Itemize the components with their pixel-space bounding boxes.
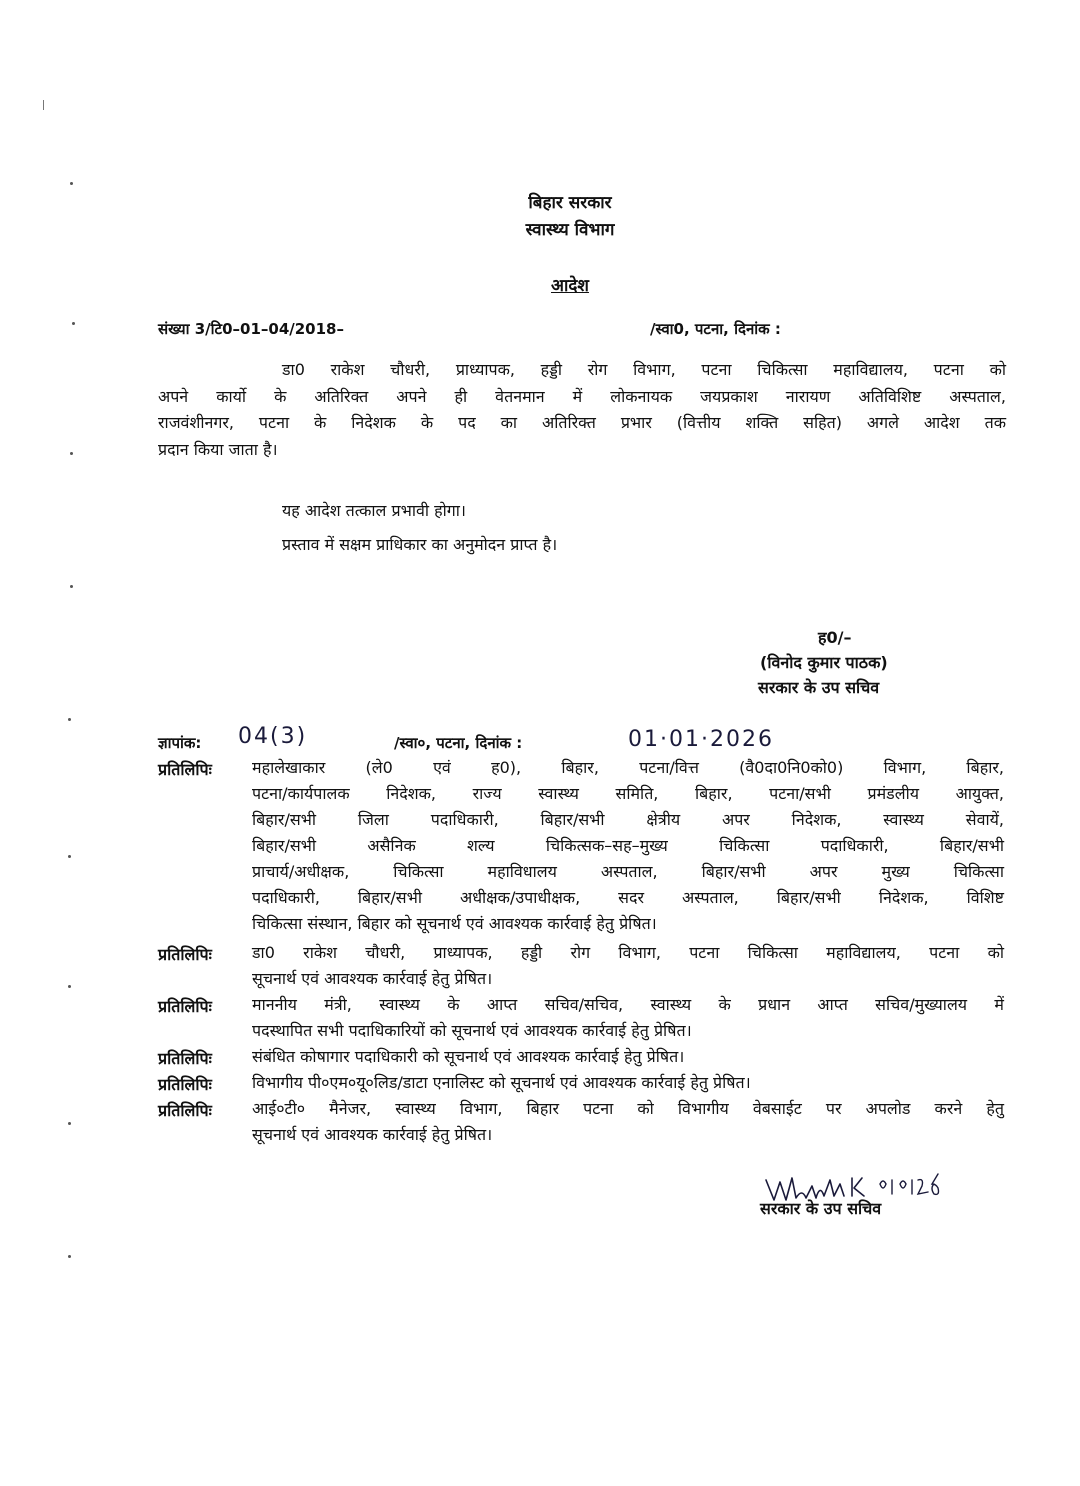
copy-label: प्रतिलिपिः	[158, 1049, 212, 1068]
copy-line: पटना/कार्यपालक निदेशक, राज्य स्वास्थ्य समिति, बिहार, पटना/सभी प्रमंडलीय आयुक्त,	[252, 784, 1004, 803]
order-title: आदेश	[551, 276, 589, 296]
copy-label: प्रतिलिपिः	[158, 1101, 212, 1120]
copy-line: माननीय मंत्री, स्वास्थ्य के आप्त सचिव/सचिव, स्वास्थ्य के प्रधान आप्त सचिव/मुख्यालय में	[252, 995, 1004, 1014]
scan-speck-mark	[68, 718, 71, 721]
copy-label: प्रतिलिपिः	[158, 1075, 212, 1094]
copy-label: प्रतिलिपिः	[158, 997, 212, 1016]
reference-number: संख्या 3/टि0–01–04/2018–	[158, 320, 344, 338]
memo-number-handwritten: 04(3)	[238, 724, 308, 749]
scan-speck-mark	[70, 585, 73, 588]
scan-speck-mark	[70, 182, 73, 185]
copy-line: प्राचार्य/अधीक्षक, चिकित्सा महाविधालय अस्पताल, बिहार/सभी अपर मुख्य चिकित्सा	[252, 862, 1004, 881]
copy-line: पदाधिकारी, बिहार/सभी अधीक्षक/उपाधीक्षक, सदर अस्पताल, बिहार/सभी निदेशक, विशिष्ट	[252, 888, 1004, 907]
copy-line: विभागीय पी०एम०यू०लिड/डाटा एनालिस्ट को सूचनार्थ एवं आवश्यक कार्रवाई हेतु प्रेषित।	[252, 1073, 751, 1092]
copy-label: प्रतिलिपिः	[158, 760, 212, 779]
copy-line: आई०टी० मैनेजर, स्वास्थ्य विभाग, बिहार पटना को विभागीय वेबसाईट पर अपलोड करने हेतु	[252, 1099, 1004, 1118]
copy-line: संबंधित कोषागार पदाधिकारी को सूचनार्थ एवं आवश्यक कार्रवाई हेतु प्रेषित।	[252, 1047, 685, 1066]
memo-date-handwritten: 01·01·2026	[628, 727, 774, 752]
effect-statement: यह आदेश तत्काल प्रभावी होगा।	[282, 501, 466, 520]
order-paragraph-line: अपने कार्यो के अतिरिक्त अपने ही वेतनमान में लोकनायक जयप्रकाश नारायण अतिविशिष्ट अस्पताल,	[158, 386, 1006, 406]
copy-recipients	[252, 1044, 1004, 1070]
copy-recipients	[252, 755, 1004, 937]
copy-line: चिकित्सा संस्थान, बिहार को सूचनार्थ एवं आवश्यक कार्रवाई हेतु प्रेषित।	[252, 914, 657, 933]
government-heading: बिहार सरकार	[528, 193, 612, 213]
order-paragraph-line: राजवंशीनगर, पटना के निदेशक के पद का अतिरिक्त प्रभार (वित्तीय शक्ति सहित) अगले आदेश तक	[158, 413, 1006, 432]
signed-mark: ह0/–	[818, 628, 852, 647]
scan-speck-mark	[68, 1122, 71, 1125]
reference-place-date: /स्वा0, पटना, दिनांक :	[650, 320, 781, 338]
order-paragraph-line: प्रदान किया जाता है।	[158, 439, 278, 459]
copy-recipients	[252, 1096, 1004, 1148]
scan-speck-mark	[68, 985, 71, 988]
order-paragraph	[158, 357, 1006, 463]
scan-speck-mark	[70, 452, 73, 455]
memo-place-date: /स्वा०, पटना, दिनांक :	[394, 734, 523, 752]
order-paragraph-line: डा0 राकेश चौधरी, प्राध्यापक, हड्डी रोग विभाग, पटना चिकित्सा महाविद्यालय, पटना को	[282, 360, 1006, 379]
scan-speck-mark	[68, 855, 71, 858]
signatory-name: (विनोद कुमार पाठक)	[760, 653, 888, 672]
scan-edge-line	[43, 100, 44, 110]
scan-speck-mark	[72, 322, 75, 325]
copy-line: पदस्थापित सभी पदाधिकारियों को सूचनार्थ एवं आवश्यक कार्रवाई हेतु प्रेषित।	[252, 1021, 692, 1040]
copy-recipients	[252, 940, 1004, 992]
copy-line: बिहार/सभी असैनिक शल्य चिकित्सक–सह–मुख्य चिकित्सा पदाधिकारी, बिहार/सभी	[252, 836, 1004, 855]
copy-recipients	[252, 992, 1004, 1044]
copy-label: प्रतिलिपिः	[158, 945, 212, 964]
copy-recipients	[252, 1070, 1004, 1096]
copy-line: बिहार/सभी जिला पदाधिकारी, बिहार/सभी क्षेत्रीय अपर निदेशक, स्वास्थ्य सेवायें,	[252, 810, 1004, 829]
scan-speck-mark	[68, 1255, 71, 1258]
copy-line: डा0 राकेश चौधरी, प्राध्यापक, हड्डी रोग विभाग, पटना चिकित्सा महाविद्यालय, पटना को	[252, 943, 1004, 962]
signatory-designation: सरकार के उप सचिव	[758, 678, 880, 697]
department-heading: स्वास्थ्य विभाग	[525, 220, 615, 240]
final-signatory-designation: सरकार के उप सचिव	[760, 1199, 882, 1218]
copy-line: महालेखाकार (ले0 एवं ह0), बिहार, पटना/वित्त (वै0दा0नि0को0) विभाग, बिहार,	[252, 758, 1004, 777]
copy-line: सूचनार्थ एवं आवश्यक कार्रवाई हेतु प्रेषित।	[252, 1125, 493, 1144]
memo-label: ज्ञापांक:	[158, 734, 202, 752]
approval-statement: प्रस्ताव में सक्षम प्राधिकार का अनुमोदन प्राप्त है।	[282, 535, 558, 554]
copy-line: सूचनार्थ एवं आवश्यक कार्रवाई हेतु प्रेषित।	[252, 969, 493, 988]
